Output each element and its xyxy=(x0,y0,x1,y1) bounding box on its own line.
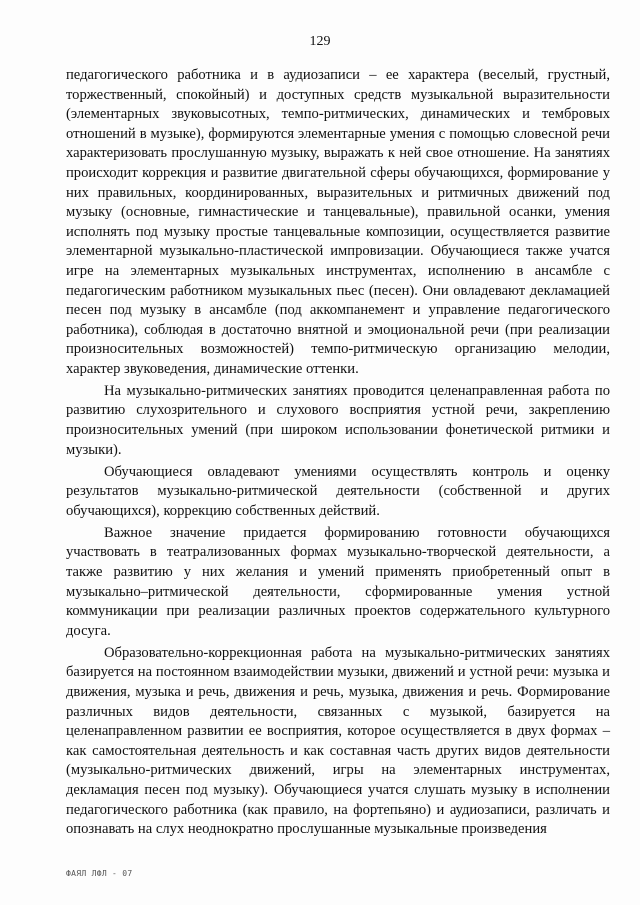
paragraph-theatrical-activity: Важное значение придается формированию готовности обучающихся участвовать в театрализованных формах музыкально-творческой деятельности, а также развитию у них желания и умений применять приобретенный опыт в музыкально–ритмической деятельности, сформированные умения устной коммуникации при реализации различных проектов содержательного культурного досуга. xyxy=(66,524,610,639)
page-number: 129 xyxy=(309,34,331,49)
footer-stamp: ФАЯЛ ЛФЛ - 07 xyxy=(66,869,133,878)
paragraph-self-control: Обучающиеся овладевают умениями осуществлять контроль и оценку результатов музыкально-ритмической деятельности (собственной и других обучающихся), коррекцию собственных действий. xyxy=(66,463,610,519)
paragraph-speech-perception: На музыкально-ритмических занятиях проводится целенаправленная работа по развитию слухозрительного и слухового восприятия устной речи, закреплению произносительных умений (при широком использовании фонетической ритмики и музыки). xyxy=(66,382,610,458)
paragraph-correctional-work: Образовательно-коррекционная работа на музыкально-ритмических занятиях базируется на постоянном взаимодействии музыки, движений и устной речи: музыка и движения, музыка и речь, движения и речь, музыка, движения и речь. Формирование различных видов деятельности, связанных с музыкой, базируется на целенаправленном развитии ее восприятия, которое осуществляется в двух формах – как самостоятельная деятельность и как составная часть других видов деятельности (музыкально-ритмических движений, игры на элементарных инструментах, декламация песен под музыку). Обучающиеся учатся слушать музыку в исполнении педагогического работника (как правило, на фортепьяно) и аудиозаписи, различать и опознавать на слух неоднократно прослушанные музыкальные произведения xyxy=(66,644,610,838)
paragraph-continuation: педагогического работника и в аудиозаписи – ее характера (веселый, грустный, торжественный, спокойный) и доступных средств музыкальной выразительности (элементарных звуковысотных, темпо-ритмических, динамических и тембровых отношений в музыке), формируются элементарные умения с помощью словесной речи характеризовать прослушанную музыку, выражать к ней свое отношение. На занятиях происходит коррекция и развитие двигательной сферы обучающихся, формирование у них правильных, координированных, выразительных и ритмичных движений под музыку (основные, гимнастические и танцевальные), правильной осанки, умения исполнять под музыку простые танцевальные композиции, осуществляется развитие элементарной музыкально-пластической импровизации. Обучающиеся также учатся игре на элементарных музыкальных инструментах, исполнению в ансамбле с педагогическим работником музыкальных пьес (песен). Они овладевают декламацией песен под музыку в ансамбле (под аккомпанемент и управление педагогического работника), соблюдая в достаточно внятной и эмоциональной речи (при реализации произносительных возможностей) темпо-ритмическую организацию мелодии, характер звуковедения, динамические оттенки. xyxy=(66,67,610,377)
body-text xyxy=(66,66,610,840)
